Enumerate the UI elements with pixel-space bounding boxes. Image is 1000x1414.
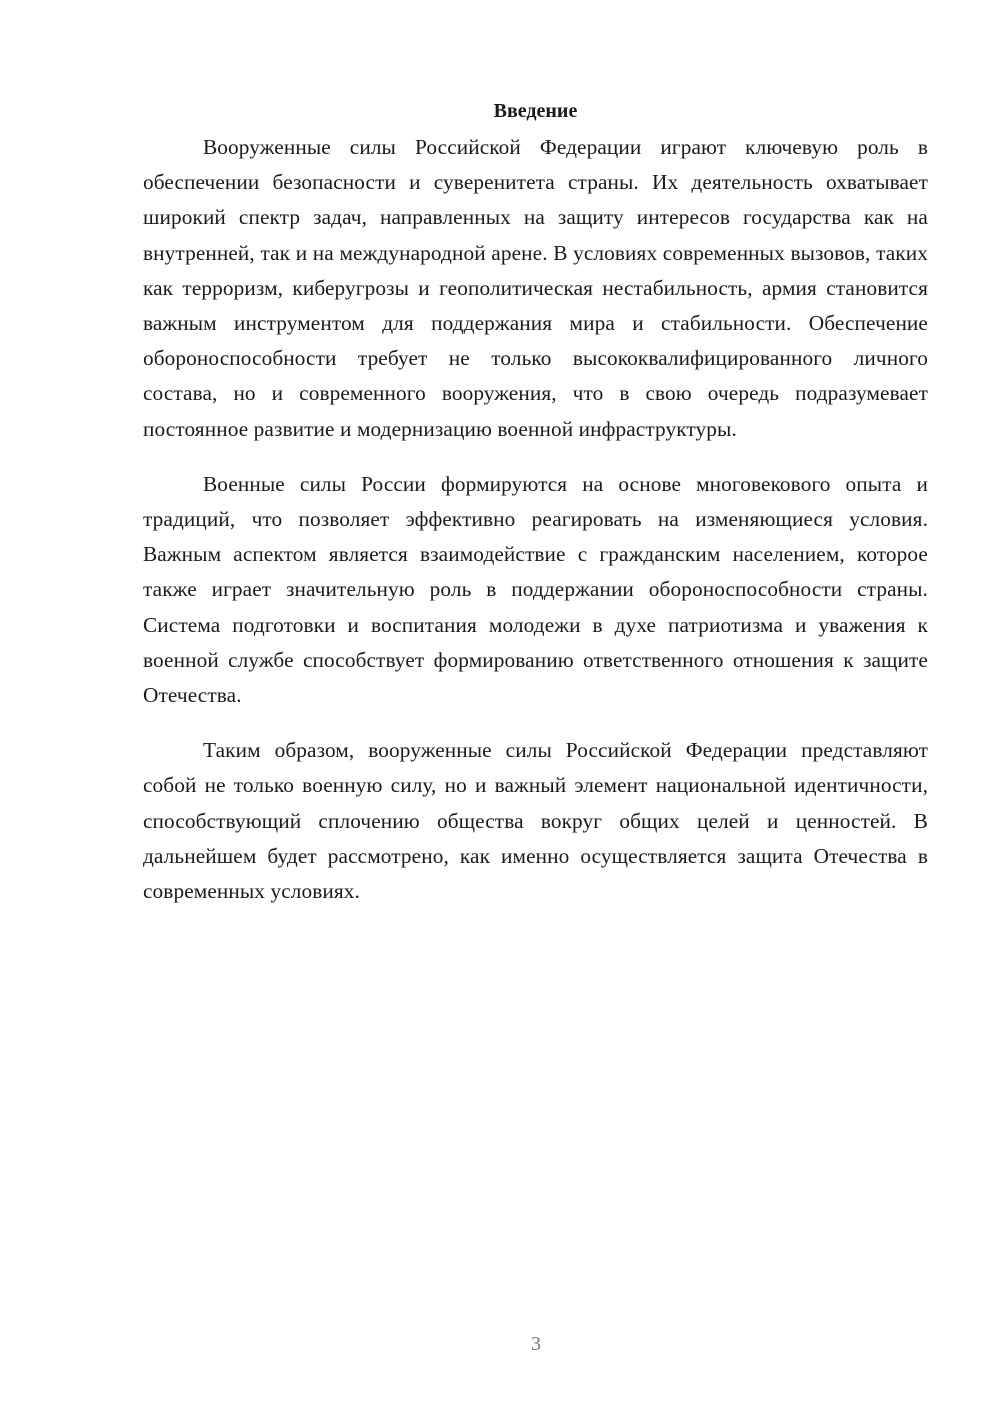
paragraph-3: Таким образом, вооруженные силы Российской Федерации представляют собой не только военную силу, но и важный элемент национальной идентичности, способствующий сплочению общества вокруг общих целей и ценностей. В дальнейшем будет рассмотрено, как именно осуществляется защита Отечества в современных условиях. xyxy=(143,738,928,904)
paragraph-1: Вооруженные силы Российской Федерации играют ключевую роль в обеспечении безопасности и суверенитета страны. Их деятельность охватывает широкий спектр задач, направленных на защиту интересов государства как на внутренней, так и на международной арене. В условиях современных вызовов, таких как терроризм, киберугрозы и геополитическая нестабильность, армия становится важным инструментом для поддержания мира и стабильности. Обеспечение обороноспособности требует не только высококвалифицированного личного состава, но и современного вооружения, что в свою очередь подразумевает постоянное развитие и модернизацию военной инфраструктуры. xyxy=(143,135,928,441)
page-number: 3 xyxy=(531,1333,541,1355)
page-title: Введение xyxy=(493,100,578,122)
paragraph-2: Военные силы России формируются на основе многовекового опыта и традиций, что позволяет эффективно реагировать на изменяющиеся условия. Важным аспектом является взаимодействие с гражданским населением, которое также играет значительную роль в поддержании обороноспособности страны. Система подготовки и воспитания молодежи в духе патриотизма и уважения к военной службе способствует формированию ответственного отношения к защите Отечества. xyxy=(143,471,928,708)
page-content xyxy=(143,96,928,929)
